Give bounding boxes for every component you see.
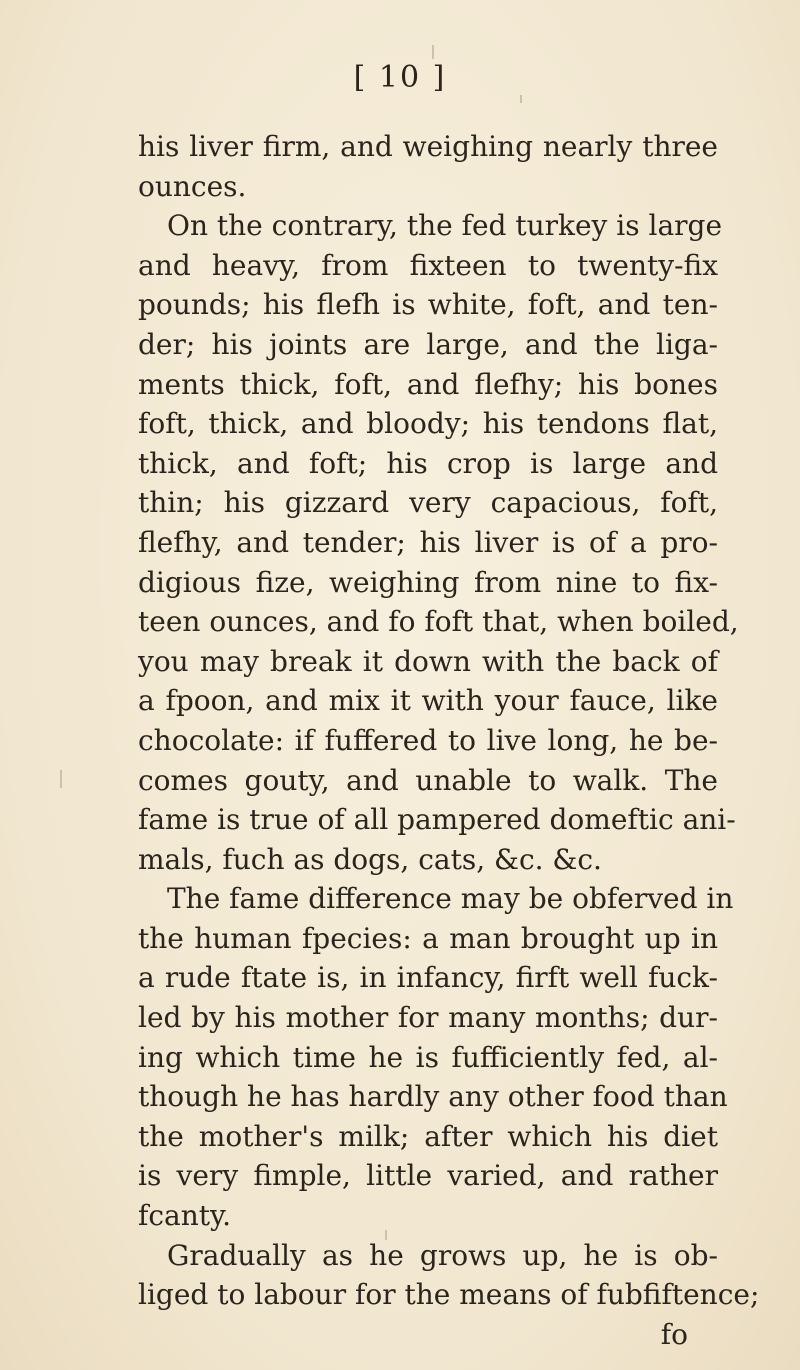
text-line: On the contrary, the fed turkey is large [167, 209, 723, 243]
text-line: is very fimple, little varied, and rather [138, 1159, 718, 1193]
text-line: digious fize, weighing from nine to fix- [138, 565, 718, 599]
text-line: der; his joints are large, and the liga- [138, 327, 718, 361]
text-line: fame is true of all pampered domeftic ani- [138, 803, 736, 837]
text-line: flefhy, and tender; his liver is of a pro- [138, 525, 718, 559]
text-line: chocolate: if fuffered to live long, he be- [138, 723, 718, 757]
text-line: the mother's milk; after which his diet [138, 1119, 718, 1153]
text-line: comes gouty, and unable to walk. The [138, 763, 718, 797]
text-line: led by his mother for many months; dur- [138, 1001, 718, 1035]
page-number: [ 10 ] [353, 60, 447, 95]
text-line: the human fpecies: a man brought up in [138, 921, 718, 955]
text-line: thick, and foft; his crop is large and [138, 446, 718, 480]
text-line: fcanty. [138, 1199, 232, 1233]
catchword: fo [660, 1317, 688, 1351]
text-line: pounds; his flefh is white, foft, and ten- [138, 288, 718, 322]
text-line: ounces. [138, 169, 247, 203]
text-line: teen ounces, and fo foft that, when boiled, [138, 605, 739, 639]
text-line: and heavy, from fixteen to twenty-fix [138, 248, 718, 282]
text-line: The fame difference may be obferved in [167, 882, 734, 916]
text-line: his liver firm, and weighing nearly three [138, 130, 718, 163]
text-line: a rude ftate is, in infancy, firft well fuck- [138, 961, 718, 995]
text-line: though he has hardly any other food than [138, 1080, 728, 1114]
paper-speck [60, 770, 62, 788]
text-line: thin; his gizzard very capacious, foft, [138, 486, 718, 520]
text-line: foft, thick, and bloody; his tendons flat, [138, 407, 718, 441]
paper-speck [432, 45, 434, 59]
paper-speck [385, 1230, 387, 1240]
paper-speck [520, 95, 522, 103]
body-text [138, 127, 760, 1354]
text-line: ing which time he is fufficiently fed, al- [138, 1040, 718, 1074]
text-line: liged to labour for the means of fubfiftence; [138, 1278, 760, 1312]
text-line: Gradually as he grows up, he is ob- [167, 1238, 718, 1272]
text-line: a fpoon, and mix it with your fauce, like [138, 684, 718, 718]
text-line: ments thick, foft, and flefhy; his bones [138, 367, 718, 401]
text-line: mals, fuch as dogs, cats, &c. &c. [138, 842, 602, 876]
text-line: you may break it down with the back of [138, 644, 718, 678]
